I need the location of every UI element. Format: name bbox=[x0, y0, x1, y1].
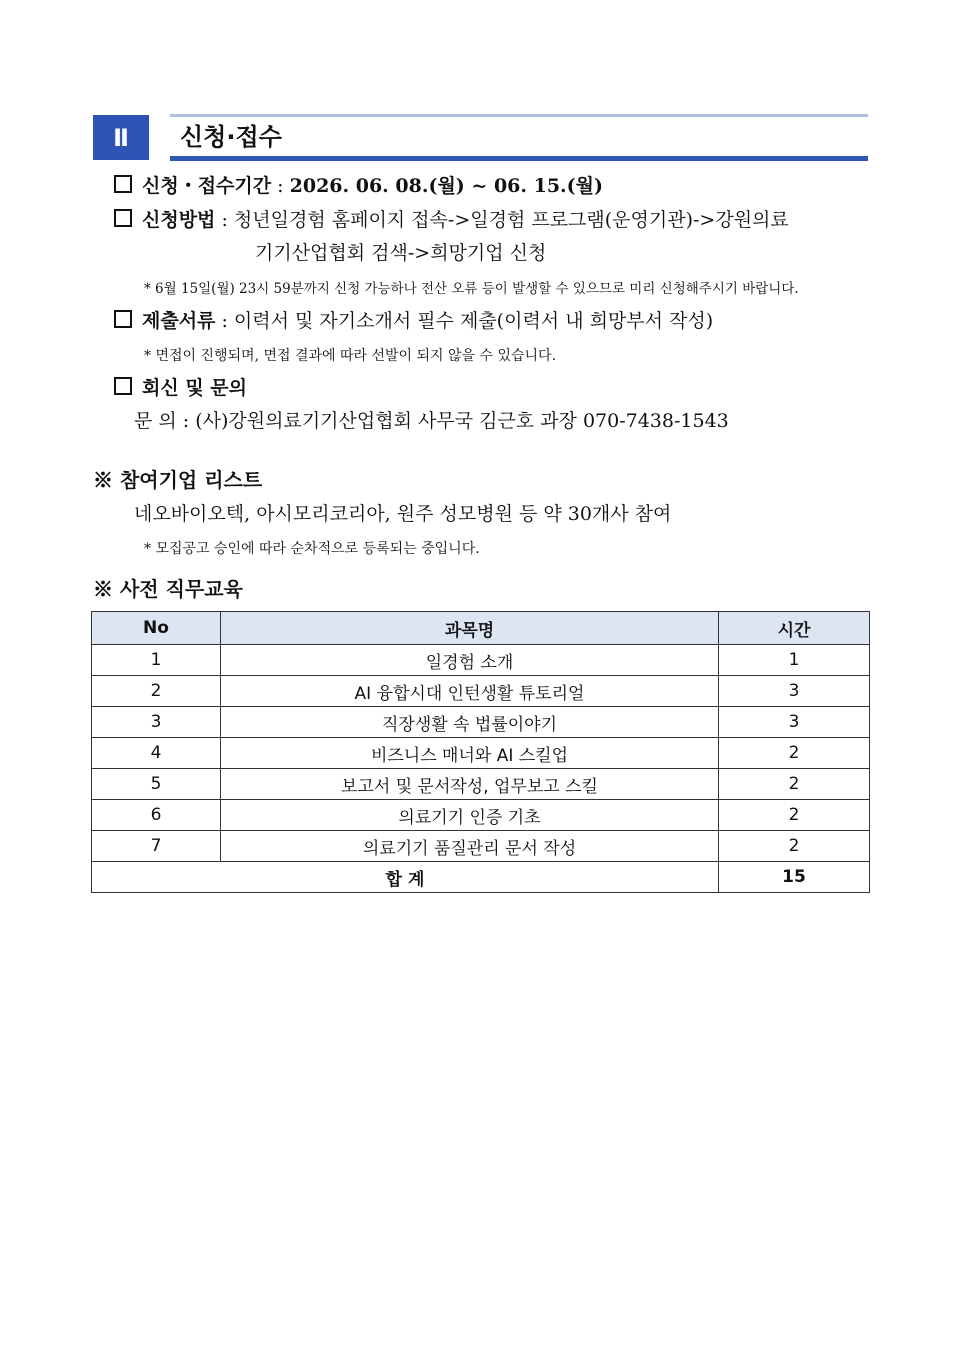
header-subject: 과목명 bbox=[221, 612, 719, 645]
row-hours: 2 bbox=[719, 831, 870, 862]
header-no: No bbox=[92, 612, 221, 645]
table-row bbox=[92, 831, 870, 862]
docs-note: * 면접이 진행되며, 면접 결과에 따라 선발이 되지 않을 수 있습니다. bbox=[144, 348, 557, 364]
contact-line: 문 의 : (사)강원의료기기산업협회 사무국 김근호 과장 070-7438-1543 bbox=[134, 410, 729, 432]
total-hours: 15 bbox=[719, 862, 870, 893]
method-separator: : bbox=[221, 209, 228, 231]
reply-line bbox=[114, 375, 247, 401]
table-row bbox=[92, 800, 870, 831]
row-no: 7 bbox=[92, 831, 221, 862]
companies-text: 네오바이오텍, 아시모리코리아, 원주 성모병원 등 약 30개사 참여 bbox=[134, 503, 672, 525]
method-text-line2: 기기산업협회 검색->희망기업 신청 bbox=[255, 242, 547, 264]
table-row bbox=[92, 707, 870, 738]
training-heading: ※ 사전 직무교육 bbox=[93, 577, 243, 601]
method-text-line1: 청년일경험 홈페이지 접속->일경험 프로그램(운영기관)->강원의료 bbox=[233, 209, 789, 231]
docs-separator: : bbox=[221, 310, 228, 332]
row-no: 5 bbox=[92, 769, 221, 800]
checkbox-icon bbox=[114, 175, 132, 193]
docs-line bbox=[114, 308, 713, 334]
checkbox-icon bbox=[114, 310, 132, 328]
section-top-rule bbox=[170, 114, 868, 117]
header-hours: 시간 bbox=[719, 612, 870, 645]
table-total-row bbox=[92, 862, 870, 893]
method-label: 신청방법 bbox=[142, 209, 216, 231]
row-no: 1 bbox=[92, 645, 221, 676]
table-row bbox=[92, 738, 870, 769]
row-subject: 비즈니스 매너와 AI 스킬업 bbox=[221, 738, 719, 769]
companies-note: * 모집공고 승인에 따라 순차적으로 등록되는 중입니다. bbox=[144, 541, 480, 557]
row-subject: 의료기기 품질관리 문서 작성 bbox=[221, 831, 719, 862]
total-label: 합 계 bbox=[92, 862, 719, 893]
reply-label: 회신 및 문의 bbox=[142, 377, 247, 399]
section-bottom-rule bbox=[170, 156, 868, 161]
table-row bbox=[92, 676, 870, 707]
row-subject: 직장생활 속 법률이야기 bbox=[221, 707, 719, 738]
row-no: 2 bbox=[92, 676, 221, 707]
row-hours: 3 bbox=[719, 707, 870, 738]
row-hours: 1 bbox=[719, 645, 870, 676]
row-subject: 의료기기 인증 기초 bbox=[221, 800, 719, 831]
row-subject: 보고서 및 문서작성, 업무보고 스킬 bbox=[221, 769, 719, 800]
table-header-row bbox=[92, 612, 870, 645]
docs-label: 제출서류 bbox=[142, 310, 216, 332]
period-line bbox=[114, 173, 603, 199]
row-no: 3 bbox=[92, 707, 221, 738]
table-row bbox=[92, 645, 870, 676]
period-value: 2026. 06. 08.(월) ~ 06. 15.(월) bbox=[289, 175, 604, 197]
row-hours: 2 bbox=[719, 769, 870, 800]
section-title: 신청·접수 bbox=[180, 123, 282, 151]
method-line bbox=[114, 207, 789, 233]
row-hours: 3 bbox=[719, 676, 870, 707]
checkbox-icon bbox=[114, 377, 132, 395]
companies-heading: ※ 참여기업 리스트 bbox=[93, 468, 263, 492]
period-label: 신청・접수기간 bbox=[142, 175, 272, 197]
row-hours: 2 bbox=[719, 800, 870, 831]
method-note: * 6월 15일(월) 23시 59분까지 신청 가능하나 전산 오류 등이 발생할 수 있으므로 미리 신청해주시기 바랍니다. bbox=[144, 281, 799, 297]
table-row bbox=[92, 769, 870, 800]
row-hours: 2 bbox=[719, 738, 870, 769]
row-no: 6 bbox=[92, 800, 221, 831]
period-separator: : bbox=[277, 175, 284, 197]
training-table bbox=[91, 611, 870, 893]
section-number: Ⅱ bbox=[93, 115, 149, 160]
checkbox-icon bbox=[114, 209, 132, 227]
row-subject: 일경험 소개 bbox=[221, 645, 719, 676]
docs-value: 이력서 및 자기소개서 필수 제출(이력서 내 희망부서 작성) bbox=[233, 310, 714, 332]
row-subject: AI 융합시대 인턴생활 튜토리얼 bbox=[221, 676, 719, 707]
row-no: 4 bbox=[92, 738, 221, 769]
